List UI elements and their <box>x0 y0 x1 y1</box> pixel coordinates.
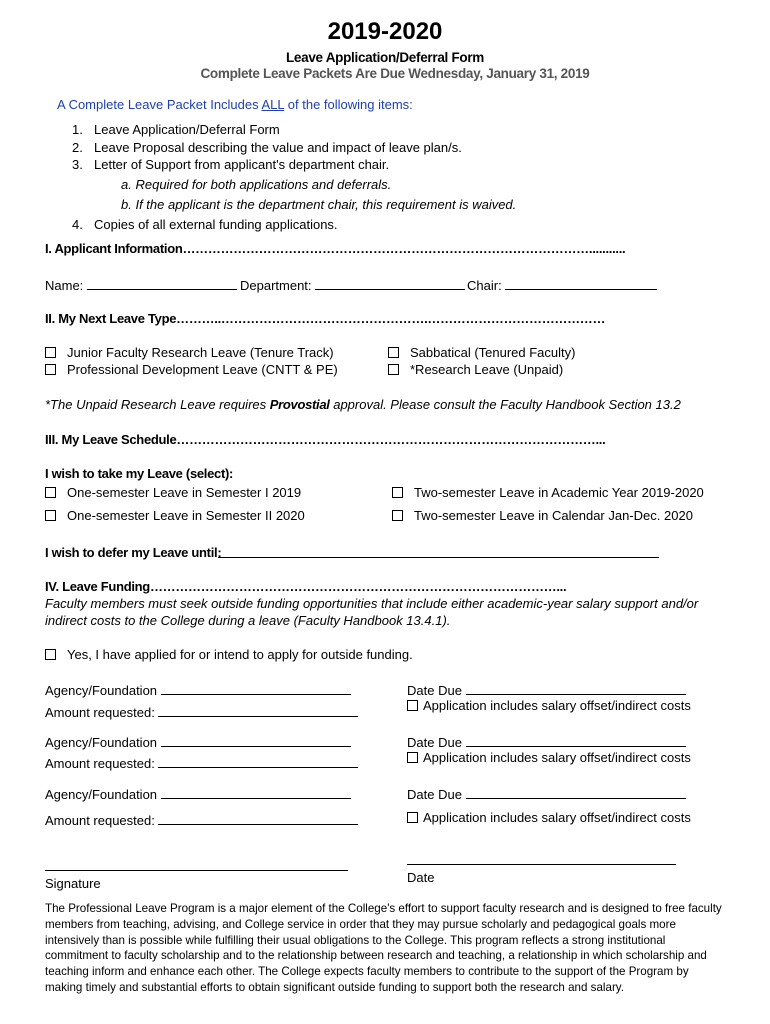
section-funding-heading: IV. Leave Funding……………………………………………………………………………………... <box>45 579 567 594</box>
offset-option[interactable] <box>407 810 691 825</box>
due-notice: Complete Leave Packets Are Due Wednesday, January 31, 2019 <box>200 66 590 81</box>
sublist-item <box>121 197 516 212</box>
department-field[interactable] <box>315 276 465 290</box>
signature-field[interactable] <box>45 870 348 871</box>
date-due-row <box>407 785 686 802</box>
program-description: The Professional Leave Program is a major element of the College's effort to support faculty research and is designed to free faculty members from teaching, advising, and College service in order that they may pursue scholarly and pedagogical goals more intensively than is possible while fulfilling their usual obligations to the College. This program reflects a strong institutional commitment to faculty scholarship and to the relationship between research and teaching, a relationship in which scholarship and teaching inform and enhance each other. The College expects faculty members to contribute to the support of the Program by making timely and substantial efforts to obtain significant outside funding to support both the research and salary. <box>45 902 722 994</box>
checkbox[interactable] <box>45 487 56 498</box>
agency-field[interactable] <box>161 681 351 695</box>
date-due-field[interactable] <box>466 733 686 747</box>
schedule-option-calendar-year[interactable] <box>392 508 693 523</box>
packet-intro-all: ALL <box>261 97 285 112</box>
list-item-text: Letter of Support from applicant's department chair. <box>94 157 390 172</box>
checkbox[interactable] <box>45 347 56 358</box>
form-title: Leave Application/Deferral Form <box>285 50 484 65</box>
list-number: 3. <box>72 157 83 172</box>
amount-row <box>45 811 358 828</box>
applicant-name-row <box>45 276 237 293</box>
sublist-item <box>121 177 391 192</box>
date-due-label: Date Due <box>407 735 466 750</box>
list-number: 2. <box>72 140 83 155</box>
checkbox[interactable] <box>407 700 418 711</box>
defer-label: I wish to defer my Leave until: <box>45 545 222 560</box>
checkbox[interactable] <box>407 752 418 763</box>
funding-yes-option[interactable] <box>45 647 413 662</box>
funding-note-line2: indirect costs to the College during a leave (Faculty Handbook 13.4.1). <box>45 613 451 628</box>
sublist-text: Required for both applications and deferrals. <box>135 177 392 192</box>
date-due-label: Date Due <box>407 787 466 802</box>
amount-row <box>45 703 358 720</box>
funding-note-line1: Faculty members must seek outside funding opportunities that include either academic-year salary support and/or <box>45 596 699 611</box>
sublist-letter: a. <box>121 177 132 192</box>
checkbox[interactable] <box>388 347 399 358</box>
section-applicant-heading: I. Applicant Information……………………………………………………………………………………........... <box>45 241 626 256</box>
form-year: 2019-2020 <box>327 18 443 45</box>
sublist-text: If the applicant is the department chair, this requirement is waived. <box>135 197 517 212</box>
note-emphasis: Provostial <box>269 397 330 412</box>
leave-type-sabbatical[interactable] <box>388 345 575 360</box>
note-text: *The Unpaid Research Leave requires <box>45 397 270 412</box>
option-label: Sabbatical (Tenured Faculty) <box>410 345 576 360</box>
name-field[interactable] <box>87 276 237 290</box>
checkbox[interactable] <box>392 487 403 498</box>
list-item <box>72 157 83 172</box>
leave-type-junior[interactable] <box>45 345 334 360</box>
list-item-text: Copies of all external funding applications. <box>94 217 338 232</box>
list-number: 4. <box>72 217 83 232</box>
offset-option[interactable] <box>407 750 691 765</box>
agency-label: Agency/Foundation <box>45 683 161 698</box>
chair-field[interactable] <box>505 276 657 290</box>
date-due-row <box>407 681 686 698</box>
section-leave-type-heading: II. My Next Leave Type………..………………………………………….…………………………………… <box>45 311 606 326</box>
amount-label: Amount requested: <box>45 756 159 771</box>
option-label: One-semester Leave in Semester I 2019 <box>67 485 302 500</box>
section-schedule-heading: III. My Leave Schedule………………………………………………………………………………………... <box>45 432 606 447</box>
list-item <box>72 140 83 155</box>
agency-row <box>45 733 351 750</box>
checkbox[interactable] <box>407 812 418 823</box>
list-number: 1. <box>72 122 83 137</box>
checkbox[interactable] <box>45 364 56 375</box>
option-label: Two-semester Leave in Calendar Jan-Dec. 2020 <box>414 508 693 523</box>
agency-label: Agency/Foundation <box>45 735 161 750</box>
leave-type-research-unpaid[interactable] <box>388 362 563 377</box>
agency-row <box>45 785 351 802</box>
amount-label: Amount requested: <box>45 813 159 828</box>
sublist-letter: b. <box>121 197 132 212</box>
list-item-text: Leave Proposal describing the value and impact of leave plan/s. <box>94 140 462 155</box>
date-due-label: Date Due <box>407 683 466 698</box>
schedule-option-sem1[interactable] <box>45 485 301 500</box>
date-due-row <box>407 733 686 750</box>
amount-row <box>45 754 358 771</box>
amount-label: Amount requested: <box>45 705 159 720</box>
agency-label: Agency/Foundation <box>45 787 161 802</box>
option-label: Professional Development Leave (CNTT & PE) <box>67 362 338 377</box>
checkbox[interactable] <box>45 510 56 521</box>
leave-type-professional[interactable] <box>45 362 338 377</box>
list-item <box>72 122 83 137</box>
amount-field[interactable] <box>158 703 358 717</box>
date-due-field[interactable] <box>466 785 686 799</box>
checkbox[interactable] <box>392 510 403 521</box>
option-label: Junior Faculty Research Leave (Tenure Track) <box>67 345 334 360</box>
schedule-option-academic-year[interactable] <box>392 485 704 500</box>
option-label: Application includes salary offset/indirect costs <box>423 698 691 713</box>
chair-label: Chair: <box>467 278 506 293</box>
signature-label: Signature <box>45 876 101 891</box>
option-label: Yes, I have applied for or intend to apply for outside funding. <box>67 647 413 662</box>
packet-intro-text: A Complete Leave Packet Includes <box>57 97 262 112</box>
department-label: Department: <box>240 278 316 293</box>
amount-field[interactable] <box>158 754 358 768</box>
packet-intro-suffix: of the following items: <box>284 97 413 112</box>
option-label: Application includes salary offset/indirect costs <box>423 750 691 765</box>
checkbox[interactable] <box>45 649 56 660</box>
option-label: Two-semester Leave in Academic Year 2019-2020 <box>414 485 704 500</box>
agency-row <box>45 681 351 698</box>
date-due-field[interactable] <box>466 681 686 695</box>
signature-date-label: Date <box>407 870 435 885</box>
agency-field[interactable] <box>161 733 351 747</box>
name-label: Name: <box>45 278 87 293</box>
option-label: *Research Leave (Unpaid) <box>410 362 564 377</box>
note-text: approval. Please consult the Faculty Handbook Section 13.2 <box>329 397 681 412</box>
list-item-text: Leave Application/Deferral Form <box>94 122 280 137</box>
amount-field[interactable] <box>158 811 358 825</box>
applicant-chair-row <box>467 276 657 293</box>
schedule-option-sem2[interactable] <box>45 508 305 523</box>
option-label: One-semester Leave in Semester II 2020 <box>67 508 305 523</box>
applicant-department-row <box>240 276 465 293</box>
list-item <box>72 217 83 232</box>
signature-date-field[interactable] <box>407 864 676 865</box>
defer-until-field[interactable] <box>218 557 659 558</box>
schedule-select-label: I wish to take my Leave (select): <box>45 466 234 481</box>
unpaid-leave-note <box>45 397 681 412</box>
option-label: Application includes salary offset/indirect costs <box>423 810 691 825</box>
agency-field[interactable] <box>161 785 351 799</box>
packet-intro <box>57 97 413 112</box>
offset-option[interactable] <box>407 698 691 713</box>
checkbox[interactable] <box>388 364 399 375</box>
